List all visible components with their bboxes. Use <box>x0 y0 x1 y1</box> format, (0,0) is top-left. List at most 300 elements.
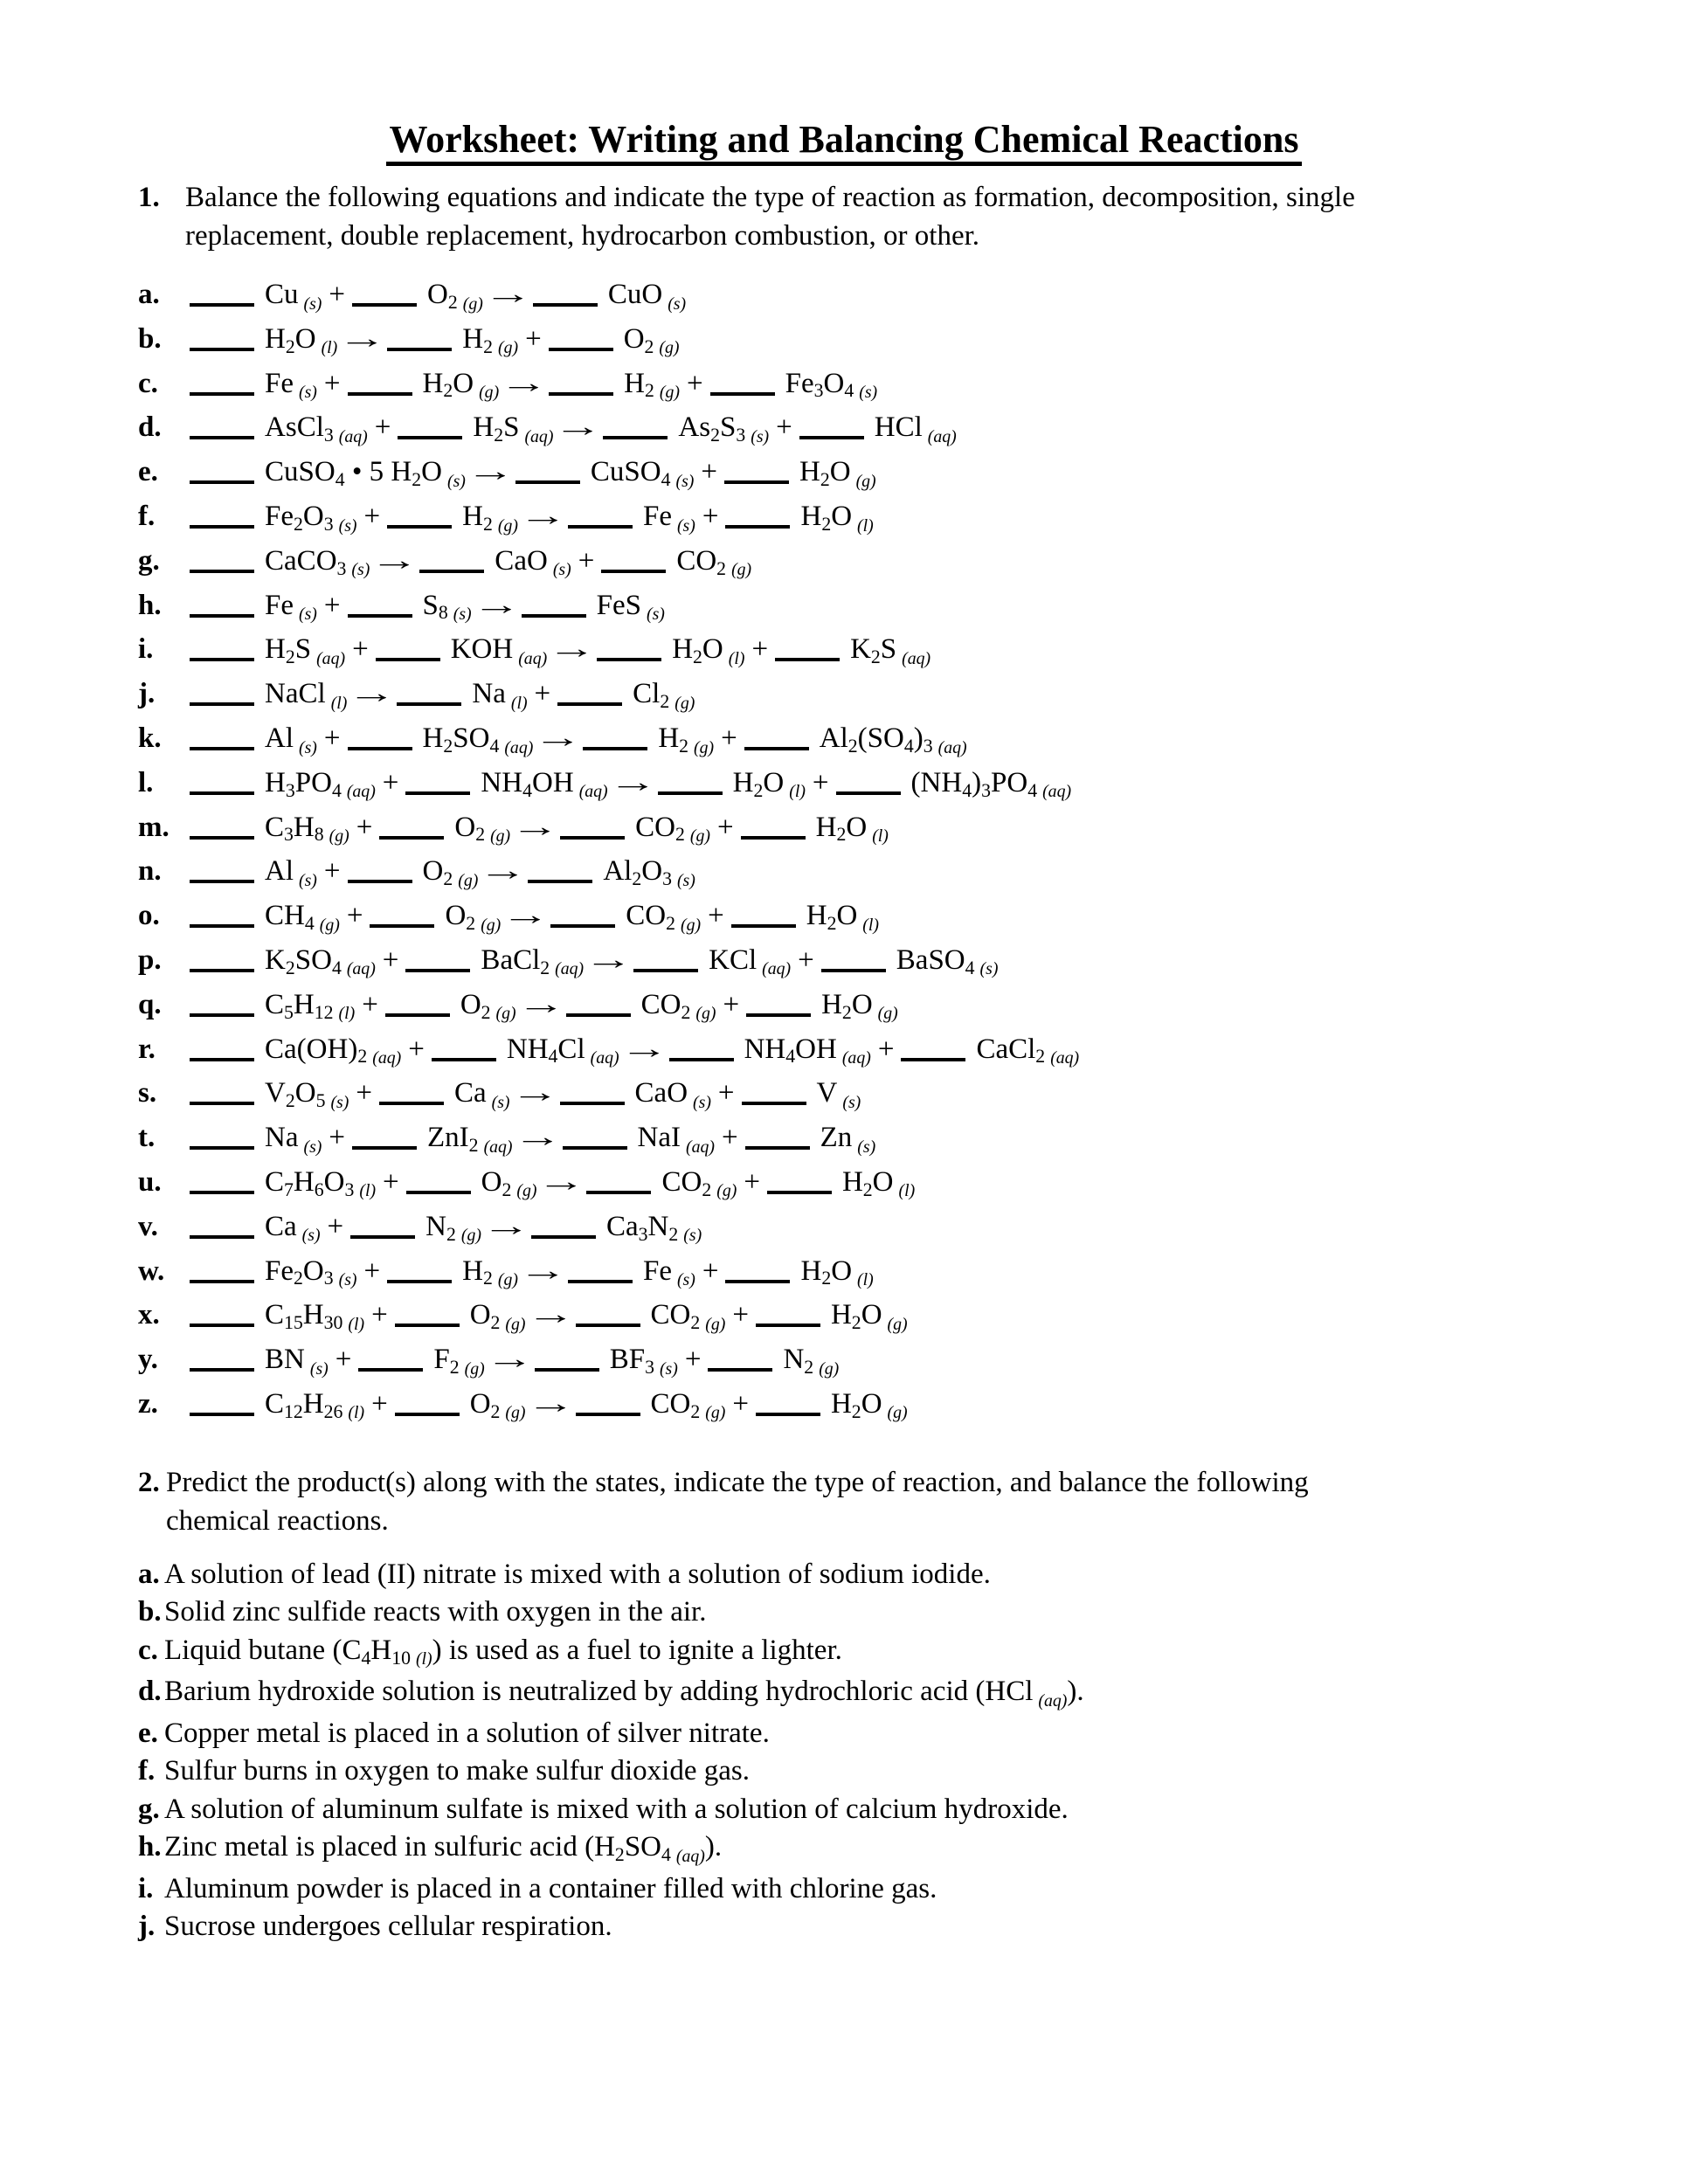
state-label: (s) <box>299 383 317 403</box>
equation-label: r. <box>138 1033 156 1065</box>
chemical-formula: C3H8 <box>265 811 324 846</box>
state-label: (aq) <box>1050 1048 1080 1068</box>
state-label: (s) <box>338 1270 357 1290</box>
state-label: (s) <box>751 426 770 446</box>
coefficient-blank <box>528 876 592 883</box>
coefficient-blank <box>744 743 809 750</box>
chemical-formula: C12H26 <box>265 1387 343 1422</box>
equation-row <box>138 629 1688 674</box>
coefficient-blank <box>669 1054 734 1061</box>
equation-row <box>138 807 1688 852</box>
chemical-formula: V <box>816 1077 838 1109</box>
subscript: 2 <box>502 1178 512 1200</box>
state-label: (g) <box>497 338 519 358</box>
state-label: (aq) <box>762 959 792 979</box>
chemical-formula: CaCl2 <box>976 1033 1046 1068</box>
coefficient-blank <box>376 654 440 661</box>
subscript: 2 <box>644 335 654 357</box>
equation-label: p. <box>138 943 162 976</box>
coefficient-blank <box>190 1365 254 1372</box>
prediction-item <box>138 1715 1688 1753</box>
subscript: 2 <box>285 957 295 978</box>
equation-row <box>138 940 1688 985</box>
state-label: (l) <box>872 826 889 847</box>
chemical-formula: HCl <box>985 1676 1034 1708</box>
plus-operator: + <box>329 1122 345 1154</box>
chemical-formula: CaCO3 <box>265 544 347 579</box>
coefficient-blank <box>767 1187 832 1194</box>
chemical-formula: CO2 <box>626 900 676 935</box>
coefficient-blank <box>710 389 775 396</box>
chemical-formula: CO2 <box>676 544 727 579</box>
chemical-formula: BF3 <box>609 1344 654 1378</box>
state-label: (aq) <box>1038 1690 1068 1711</box>
chemical-formula: C7H6O3 <box>265 1165 355 1200</box>
chemical-formula: Ca(OH)2 <box>265 1033 368 1068</box>
chemical-formula: As2S3 <box>678 411 746 446</box>
subscript: 2 <box>804 1357 814 1378</box>
subscript: 4 <box>661 1844 671 1866</box>
plus-operator: + <box>352 633 369 666</box>
coefficient-blank <box>405 788 470 795</box>
state-label: (s) <box>303 1137 322 1157</box>
subscript: 2 <box>285 646 295 668</box>
subscript: 2 <box>449 1357 460 1378</box>
subscript: 2 <box>870 646 881 668</box>
subscript: 2 <box>693 646 702 668</box>
state-label: (s) <box>299 870 317 890</box>
state-label: (aq) <box>675 1846 705 1866</box>
state-label: (aq) <box>927 426 957 446</box>
question-1-text <box>185 178 1355 255</box>
coefficient-blank <box>190 1010 254 1017</box>
item-text: Copper metal is placed in a solution of silver nitrate. <box>164 1717 770 1749</box>
equation-row <box>138 1339 1688 1384</box>
chemical-formula: Zn <box>820 1122 853 1154</box>
equation-row <box>138 985 1688 1029</box>
coefficient-blank <box>190 654 254 661</box>
subscript: 4 <box>361 1647 371 1669</box>
chemical-formula: C5H12 <box>265 988 334 1023</box>
subscript: 2 <box>690 1400 701 1422</box>
plus-operator: + <box>362 988 378 1020</box>
subscript: 3 <box>323 513 334 535</box>
state-label: (g) <box>497 515 518 536</box>
coefficient-blank <box>658 788 723 795</box>
chemical-formula: Cl2 <box>633 678 670 713</box>
subscript: 3 <box>981 779 991 801</box>
subscript: 3 <box>323 1268 334 1289</box>
coefficient-blank <box>190 1232 254 1239</box>
coefficient-blank <box>405 965 470 972</box>
coefficient-blank <box>597 654 661 661</box>
coefficient-blank <box>350 1232 415 1239</box>
plus-operator: + <box>323 367 341 399</box>
state-label: (s) <box>453 605 472 625</box>
coefficient-blank <box>775 654 840 661</box>
equation-label: n. <box>138 855 162 888</box>
state-label: (s) <box>647 605 665 625</box>
subscript: 3 <box>923 735 933 757</box>
question-2-intro <box>138 1463 1688 1540</box>
state-label: (g) <box>516 1181 537 1201</box>
plus-operator: + <box>798 943 814 976</box>
coefficient-blank <box>560 833 625 840</box>
coefficient-blank <box>557 699 622 706</box>
reaction-arrow: → <box>509 1077 560 1109</box>
item-text: Aluminum powder is placed in a container filled with chlorine gas. <box>164 1872 937 1904</box>
reaction-arrow: → <box>481 1210 531 1242</box>
coefficient-blank <box>836 788 901 795</box>
coefficient-blank <box>348 743 412 750</box>
chemical-formula: ZnI2 <box>427 1122 479 1157</box>
subscript: 2 <box>851 1312 861 1334</box>
subscript: 12 <box>284 1400 303 1422</box>
subscript: 2 <box>540 957 550 978</box>
subscript: 2 <box>660 691 670 713</box>
coefficient-blank <box>741 833 806 840</box>
question-2-number: 2. <box>138 1466 160 1498</box>
chemical-formula: N2 <box>425 1210 456 1245</box>
plus-operator: + <box>329 279 346 310</box>
subscript: 2 <box>481 1001 491 1023</box>
state-label: (g) <box>490 826 511 847</box>
equation-row <box>138 1295 1688 1339</box>
subscript: 5 <box>284 1001 294 1023</box>
state-label: (s) <box>491 1092 510 1112</box>
chemical-formula: H2O <box>830 1299 882 1334</box>
state-label: (l) <box>898 1181 916 1201</box>
state-label: (l) <box>348 1403 365 1423</box>
coefficient-blank <box>190 743 254 750</box>
chemical-formula: C15H30 <box>265 1299 343 1334</box>
prediction-item <box>138 1828 1688 1870</box>
plus-operator: + <box>812 766 829 798</box>
item-label: g. <box>138 1793 160 1825</box>
state-label: (s) <box>301 1226 321 1246</box>
reaction-arrow: → <box>347 678 397 710</box>
equation-label: g. <box>138 544 160 577</box>
plus-operator: + <box>374 411 391 444</box>
coefficient-blank <box>190 389 254 396</box>
state-label: (g) <box>819 1358 840 1379</box>
equation-label: w. <box>138 1254 165 1287</box>
chemical-formula: CuSO4 <box>590 456 671 491</box>
subscript: 2 <box>614 1844 625 1866</box>
equation-label: o. <box>138 900 160 932</box>
plus-operator: + <box>382 943 399 976</box>
coefficient-blank <box>395 1320 460 1327</box>
coefficient-blank <box>190 921 254 928</box>
equation-row <box>138 1384 1688 1428</box>
coefficient-blank <box>190 432 254 439</box>
equation-row <box>138 851 1688 895</box>
prediction-item <box>138 1791 1688 1829</box>
subscript: 2 <box>494 425 504 446</box>
coefficient-blank <box>533 300 598 307</box>
plus-operator: + <box>751 633 769 666</box>
coefficient-blank <box>348 876 412 883</box>
prediction-item <box>138 1752 1688 1791</box>
chemical-formula: CO2 <box>635 811 685 846</box>
chemical-formula: H2 <box>658 722 689 757</box>
state-label: (s) <box>330 1092 349 1112</box>
reaction-arrow: → <box>501 900 550 932</box>
subscript: 2 <box>753 779 764 801</box>
subscript: 2 <box>443 868 453 890</box>
reaction-arrow: → <box>472 589 522 621</box>
plus-operator: + <box>723 988 740 1020</box>
plus-operator: + <box>363 1254 381 1287</box>
subscript: 3 <box>645 1357 654 1378</box>
subscript: 2 <box>447 291 458 313</box>
coefficient-blank <box>190 876 254 883</box>
chemical-formula: O2 <box>422 855 453 890</box>
chemical-formula: KCl <box>709 943 758 976</box>
subscript: 8 <box>314 824 324 846</box>
state-label: (g) <box>689 826 710 847</box>
equation-row <box>138 1029 1688 1074</box>
plus-operator: + <box>383 1165 399 1198</box>
plus-operator: + <box>323 855 341 888</box>
equation-list <box>138 274 1688 1428</box>
chemical-formula: HCl <box>874 411 923 444</box>
equation-row <box>138 1206 1688 1251</box>
subscript: 4 <box>962 779 972 801</box>
coefficient-blank <box>576 1409 640 1416</box>
state-label: (aq) <box>338 426 368 446</box>
chemical-formula: CaO <box>634 1077 688 1109</box>
state-label: (s) <box>299 605 317 625</box>
plus-operator: + <box>776 411 792 444</box>
coefficient-blank <box>398 432 462 439</box>
coefficient-blank <box>603 432 668 439</box>
state-label: (g) <box>462 294 483 314</box>
plus-operator: + <box>323 722 341 754</box>
state-label: (g) <box>464 1358 485 1379</box>
subscript: 2 <box>666 913 676 935</box>
subscript: 2 <box>285 1090 295 1112</box>
coefficient-blank <box>387 1276 452 1283</box>
plus-operator: + <box>708 900 724 932</box>
equation-label: q. <box>138 988 162 1020</box>
coefficient-blank <box>742 1098 806 1105</box>
subscript: 2 <box>827 913 837 935</box>
item-label: b. <box>138 1596 162 1628</box>
equation-row <box>138 1117 1688 1162</box>
state-label: (s) <box>299 737 317 757</box>
chemical-formula: H2O <box>265 322 316 357</box>
state-label: (l) <box>510 693 528 713</box>
reaction-arrow: → <box>536 1165 587 1198</box>
equation-row <box>138 541 1688 585</box>
chemical-formula: H2O <box>815 811 868 846</box>
state-label: (aq) <box>590 1048 619 1068</box>
item-label: i. <box>138 1872 154 1904</box>
question-1-number: 1. <box>138 182 160 213</box>
chemical-formula: Ca <box>453 1077 487 1109</box>
state-label: (l) <box>338 1004 356 1024</box>
subscript: 2 <box>466 913 476 935</box>
subscript: 2 <box>716 557 727 579</box>
coefficient-blank <box>387 522 452 529</box>
coefficient-blank <box>190 1143 254 1150</box>
subscript: 4 <box>331 957 342 978</box>
item-text: Solid zinc sulfide reacts with oxygen in the air. <box>164 1596 707 1628</box>
state-label: (g) <box>695 1004 716 1024</box>
chemical-formula: H2O <box>732 766 785 801</box>
state-label: (g) <box>460 1226 481 1246</box>
state-label: (aq) <box>1042 782 1072 802</box>
state-label: (aq) <box>504 737 534 757</box>
chemical-formula: CaO <box>495 544 548 577</box>
coefficient-blank <box>725 522 790 529</box>
question-1-text-line: replacement, double replacement, hydrocarbon combustion, or other. <box>185 220 980 252</box>
chemical-formula: Fe <box>642 500 672 532</box>
subscript: 2 <box>820 469 830 491</box>
prediction-item-list <box>138 1556 1688 1946</box>
item-label: a. <box>138 1558 160 1590</box>
item-label: h. <box>138 1831 162 1863</box>
equation-label: y. <box>138 1344 158 1376</box>
subscript: 2 <box>468 1135 479 1157</box>
equation-label: b. <box>138 322 162 355</box>
reaction-arrow: → <box>510 811 560 843</box>
chemical-formula: Fe2O3 <box>265 500 334 535</box>
plus-operator: + <box>363 500 381 532</box>
item-text: Barium hydroxide solution is neutralized by adding hydrochloric acid (HCl (aq)). <box>164 1676 1084 1711</box>
coefficient-blank <box>395 1409 460 1416</box>
state-label: (g) <box>887 1403 908 1423</box>
equation-label: x. <box>138 1299 160 1331</box>
prediction-item <box>138 1673 1688 1715</box>
plus-operator: + <box>702 500 719 532</box>
chemical-formula: BaSO4 <box>896 943 975 978</box>
chemical-formula: H2 <box>624 367 654 402</box>
state-label: (g) <box>659 383 680 403</box>
subscript: 2 <box>482 513 493 535</box>
subscript: 4 <box>489 735 500 757</box>
subscript: 2 <box>679 735 689 757</box>
chemical-formula: H2O <box>799 456 851 491</box>
item-label: e. <box>138 1717 158 1749</box>
state-label: (s) <box>668 294 687 314</box>
state-label: (g) <box>887 1314 908 1334</box>
plus-operator: + <box>534 678 551 710</box>
coefficient-blank <box>821 965 886 972</box>
coefficient-blank <box>515 477 580 484</box>
state-label: (aq) <box>555 959 585 979</box>
coefficient-blank <box>531 1232 596 1239</box>
state-label: (aq) <box>524 426 554 446</box>
chemical-formula: N2 <box>783 1344 814 1378</box>
reaction-arrow: → <box>370 544 419 577</box>
chemical-formula: Ca3N2 <box>605 1210 679 1245</box>
plus-operator: + <box>346 900 363 932</box>
reaction-arrow: → <box>525 1387 576 1420</box>
chemical-formula: H2S <box>473 411 520 446</box>
chemical-formula: H3PO4 <box>265 766 342 801</box>
state-label: (g) <box>505 1314 526 1334</box>
plus-operator: + <box>732 1299 749 1331</box>
chemical-formula: NaCl <box>265 678 326 710</box>
subscript: 26 <box>323 1400 343 1422</box>
coefficient-blank <box>190 1276 254 1283</box>
state-label: (g) <box>659 338 680 358</box>
reaction-arrow: → <box>608 766 658 798</box>
state-label: (s) <box>859 383 878 403</box>
subscript: 2 <box>475 824 486 846</box>
state-label: (s) <box>676 515 695 536</box>
equation-label: c. <box>138 367 158 399</box>
item-text: Liquid butane (C4H10 (l)) is used as a fuel to ignite a lighter. <box>164 1634 842 1669</box>
chemical-formula: H2 <box>462 322 493 357</box>
subscript: 3 <box>736 425 746 446</box>
state-label: (g) <box>505 1403 526 1423</box>
subscript: 4 <box>903 735 914 757</box>
coefficient-blank <box>756 1320 820 1327</box>
page-title: Worksheet: Writing and Balancing Chemical Reactions <box>386 118 1303 166</box>
coefficient-blank <box>549 389 613 396</box>
coefficient-blank <box>901 1054 965 1061</box>
coefficient-blank <box>190 477 254 484</box>
coefficient-blank <box>370 921 434 928</box>
equation-row <box>138 763 1688 807</box>
coefficient-blank <box>352 300 417 307</box>
subscript: 2 <box>483 335 493 357</box>
reaction-arrow: → <box>512 1122 563 1154</box>
chemical-formula: CO2 <box>650 1299 701 1334</box>
reaction-arrow: → <box>584 943 633 976</box>
prediction-item <box>138 1632 1688 1674</box>
subscript: 15 <box>284 1312 303 1334</box>
equation-label: h. <box>138 589 162 621</box>
coefficient-blank <box>586 1187 651 1194</box>
chemical-formula: O2 <box>623 322 654 357</box>
coefficient-blank <box>379 1098 444 1105</box>
subscript: 4 <box>965 957 975 978</box>
subscript: 4 <box>331 779 342 801</box>
state-label: (s) <box>447 471 466 491</box>
chemical-formula: Cu <box>265 279 299 310</box>
equation-label: j. <box>138 678 156 710</box>
state-label: (aq) <box>937 737 967 757</box>
chemical-formula: H2O <box>841 1165 894 1200</box>
chemical-formula: CO2 <box>661 1165 712 1200</box>
state-label: (g) <box>716 1181 737 1201</box>
coefficient-blank <box>563 1143 627 1150</box>
chemical-formula: O2 <box>454 811 486 846</box>
prediction-item <box>138 1556 1688 1594</box>
chemical-formula: Fe <box>265 367 294 399</box>
plus-operator: + <box>722 1122 738 1154</box>
coefficient-blank <box>348 611 412 618</box>
subscript: 2 <box>702 1178 712 1200</box>
subscript: 2 <box>357 1046 368 1068</box>
coefficient-blank <box>566 1010 631 1017</box>
subscript: 2 <box>710 425 720 446</box>
chemical-formula: BaCl2 <box>481 943 550 978</box>
plus-operator: + <box>721 722 737 754</box>
subscript: 4 <box>522 779 532 801</box>
state-label: (aq) <box>483 1137 513 1157</box>
subscript: 2 <box>675 824 685 846</box>
subscript: 4 <box>1027 779 1038 801</box>
coefficient-blank <box>560 1098 625 1105</box>
state-label: (l) <box>857 1270 874 1290</box>
plus-operator: + <box>371 1299 388 1331</box>
plus-operator: + <box>578 544 595 577</box>
